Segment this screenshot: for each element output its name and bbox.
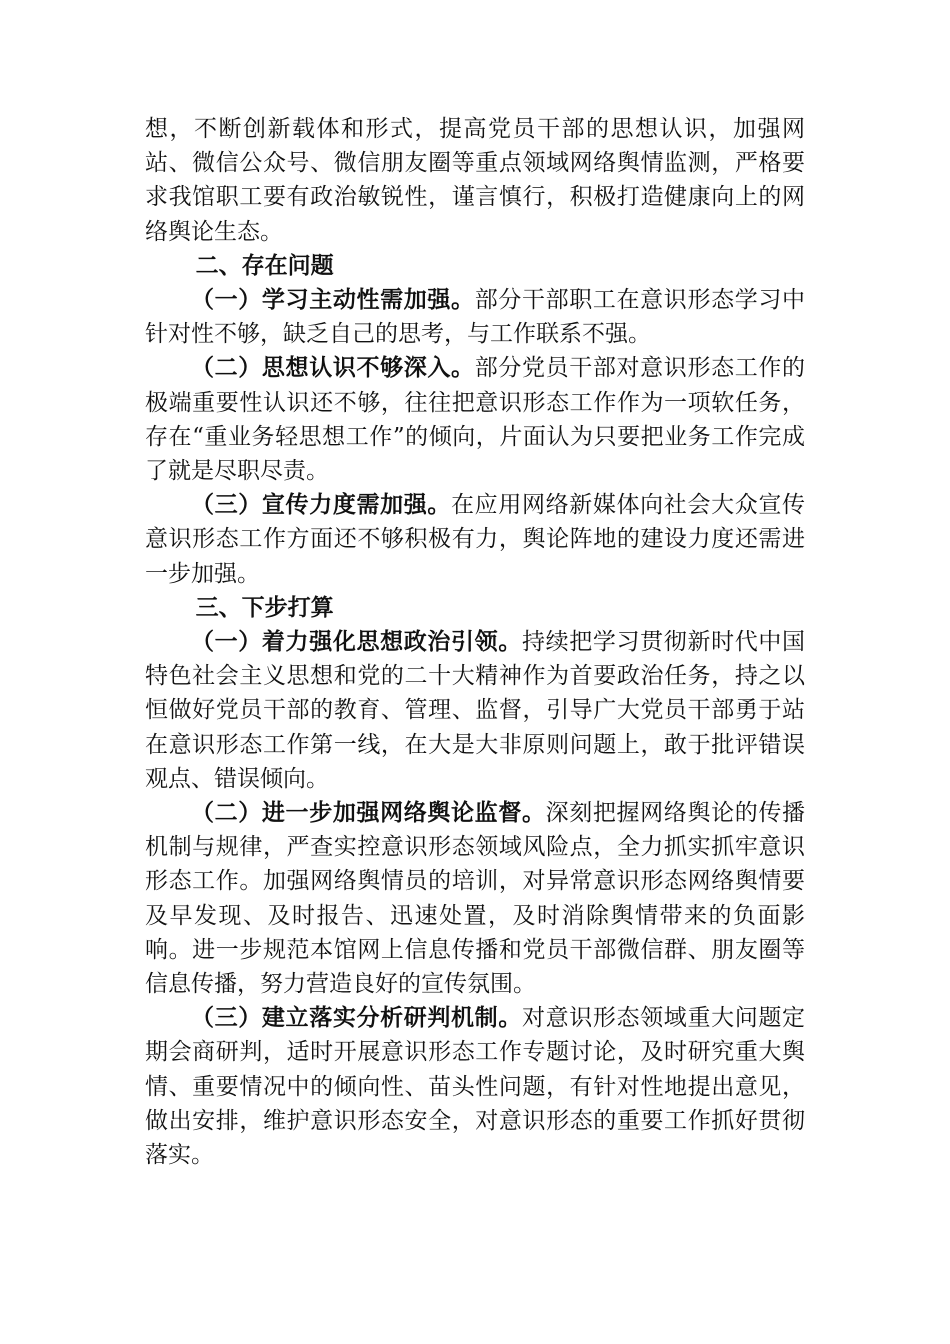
problem-item-2	[145, 351, 805, 488]
item-text: 在应用网络新媒体向社会大众宣传意识形态工作方面还不够积极有力，舆论阵地的建设力度还需进一步加强。	[145, 492, 806, 587]
paragraph-continuation	[145, 112, 805, 249]
item-text: 部分干部职工在意识形态学习中针对性不够，缺乏自己的思考，与工作联系不强。	[145, 287, 806, 348]
item-lead: （三）宣传力度需加强。	[191, 491, 452, 519]
item-lead: （二）进一步加强网络舆论监督。	[191, 799, 546, 827]
item-text: 对意识形态领域重大问题定期会商研判，适时开展意识形态工作专题讨论，及时研究重大舆情、重要情况中的倾向性、苗头性问题，有针对性地提出意见，做出安排，维护意识形态安全，对意识形态的重要工作抓好贯彻落实。	[145, 1005, 806, 1169]
plan-item-1	[145, 625, 805, 796]
plan-item-3	[145, 1001, 805, 1172]
item-text: 持续把学习贯彻新时代中国特色社会主义思想和党的二十大精神作为首要政治任务，持之以恒做好党员干部的教育、管理、监督，引导广大党员干部勇于站在意识形态工作第一线，在大是大非原则问题上，敢于批评错误观点、错误倾向。	[145, 629, 806, 792]
item-text: 深刻把握网络舆论的传播机制与规律，严查实控意识形态领域风险点，全力抓实抓牢意识形态工作。加强网络舆情员的培训，对异常意识形态网络舆情要及早发现、及时报告、迅速处置，及时消除舆情带来的负面影响。进一步规范本馆网上信息传播和党员干部微信群、朋友圈等信息传播，努力营造良好的宣传氛围。	[145, 800, 806, 998]
plan-item-2	[145, 796, 805, 1001]
document-page	[145, 112, 805, 1172]
item-lead: （三）建立落实分析研判机制。	[191, 1004, 522, 1032]
item-lead: （一）着力强化思想政治引领。	[191, 628, 522, 656]
problem-item-1	[145, 283, 805, 351]
item-lead: （二）思想认识不够深入。	[191, 354, 475, 382]
problem-item-3	[145, 488, 805, 591]
item-lead: （一）学习主动性需加强。	[191, 286, 475, 314]
section-heading-problems: 二、存在问题	[195, 252, 334, 279]
item-text: 部分党员干部对意识形态工作的极端重要性认识还不够，往往把意识形态工作作为一项软任务，存在“重业务轻思想工作”的倾向，片面认为只要把业务工作完成了就是尽职尽责。	[145, 355, 806, 485]
paragraph-text: 想，不断创新载体和形式，提高党员干部的思想认识，加强网站、微信公众号、微信朋友圈等重点领域网络舆情监测，严格要求我馆职工要有政治敏锐性，谨言慎行，积极打造健康向上的网络舆论生态。	[145, 116, 805, 245]
section-heading-next-steps: 三、下步打算	[195, 594, 334, 621]
